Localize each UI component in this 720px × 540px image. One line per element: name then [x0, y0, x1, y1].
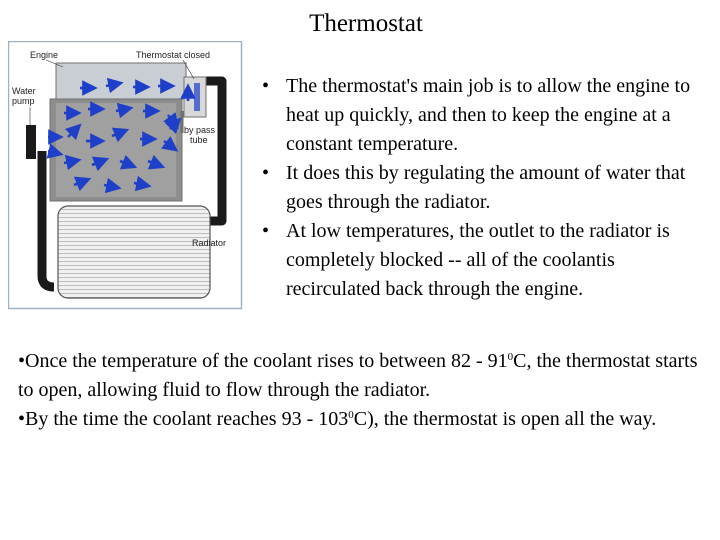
radiator [58, 206, 210, 298]
bottom-text [18, 347, 708, 434]
thermostat-valve [194, 83, 200, 111]
label-engine: Engine [30, 50, 59, 60]
bullet-item: • It does this by regulating the amount of water that goes through the radiator. [252, 159, 714, 217]
engine-coolant [56, 103, 176, 197]
water-pump [26, 125, 36, 159]
thermostat-diagram-svg [8, 41, 243, 310]
label-radiator: Radiator [192, 238, 227, 248]
thermostat-diagram [8, 41, 243, 310]
label-pump: pump [12, 96, 35, 106]
paragraph-fully-open: •By the time the coolant reaches $93 - 103^0C$), the thermostat is open all the way. [18, 408, 657, 430]
slide-title: Thermostat [309, 10, 423, 37]
engine-head [56, 63, 186, 99]
bullet-item: • At low temperatures, the outlet to the radiator is completely blocked -- all of the coolantis recirculated back through the engine. [252, 217, 714, 304]
paragraph-temperature-open: •Once the temperature of the coolant rises to between $82 - 91^0C$, the thermostat starts to open, allowing fluid to flow through the radiator. [18, 350, 698, 401]
bullet-item: • The thermostat's main job is to allow the engine to heat up quickly, and then to keep the engine at a constant temperature. [252, 72, 714, 159]
bullet-list [252, 72, 714, 304]
label-tube: tube [190, 135, 208, 145]
label-water: Water [12, 86, 36, 96]
label-thermostat-closed: Thermostat closed [136, 50, 211, 60]
label-bypass: by pass [184, 125, 216, 135]
